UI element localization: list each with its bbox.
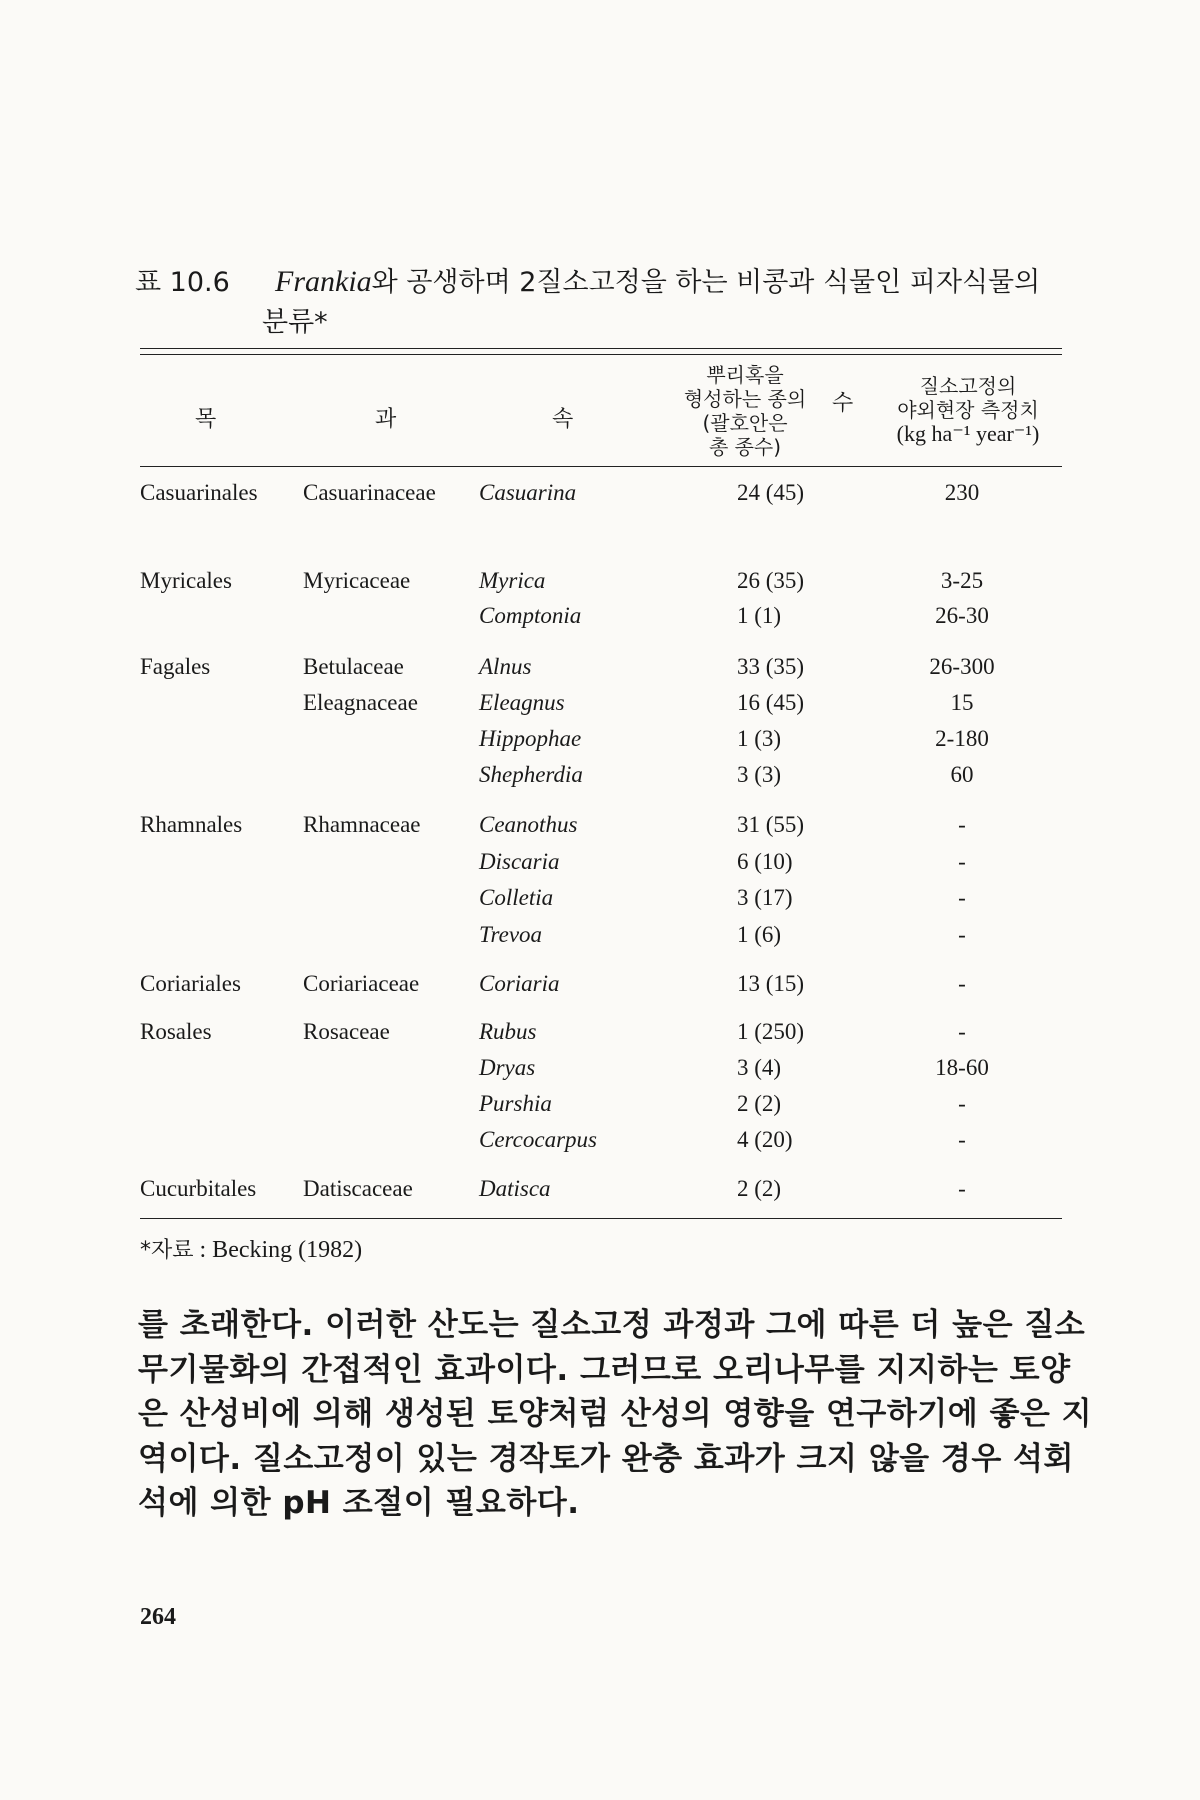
cell-species-count: 3 (4) bbox=[737, 1055, 782, 1080]
body-line: 를 초래한다. 이러한 산도는 질소고정 과정과 그에 따른 더 높은 질소 bbox=[138, 1307, 1086, 1343]
cell-genus: Alnus bbox=[479, 654, 532, 679]
table-label: 표 10.6 bbox=[135, 267, 230, 298]
cell-genus: Datisca bbox=[479, 1176, 551, 1201]
header-fixation-line2: 야외현장 측정치 bbox=[897, 398, 1039, 422]
cell-genus: Colletia bbox=[479, 885, 554, 910]
cell-species-count: 2 (2) bbox=[737, 1091, 782, 1116]
cell-genus: Myrica bbox=[479, 568, 546, 593]
body-line: 석에 의한 pH 조절이 필요하다. bbox=[138, 1485, 580, 1521]
header-species-su: 수 bbox=[832, 391, 854, 416]
cell-fixation: 3-25 bbox=[940, 568, 984, 593]
caption-text-line2: 분류* bbox=[262, 307, 328, 338]
cell-genus: Purshia bbox=[479, 1091, 552, 1116]
cell-fixation: 26-300 bbox=[929, 654, 995, 679]
cell-order: Rosales bbox=[140, 1019, 212, 1044]
cell-family: Coriariaceae bbox=[303, 971, 420, 996]
table-header-rule bbox=[140, 466, 1062, 467]
cell-species-count: 24 (45) bbox=[737, 480, 805, 505]
cell-fixation: 15 bbox=[950, 690, 974, 715]
body-line: 무기물화의 간접적인 효과이다. 그러므로 오리나무를 지지하는 토양 bbox=[138, 1351, 1071, 1388]
cell-fixation: 60 bbox=[950, 762, 974, 787]
cell-fixation: - bbox=[958, 1019, 966, 1044]
header-order: 목 bbox=[195, 407, 217, 432]
header-genus: 속 bbox=[552, 407, 574, 432]
cell-fixation: - bbox=[958, 812, 966, 837]
cell-fixation: - bbox=[958, 849, 966, 874]
caption-text: 와 공생하며 2질소고정을 하는 비콩과 식물인 피자식물의 bbox=[371, 267, 1041, 298]
body-paragraph bbox=[138, 1303, 1093, 1526]
table-caption bbox=[135, 262, 1075, 343]
cell-genus: Trevoa bbox=[479, 922, 543, 947]
cell-fixation: - bbox=[958, 922, 966, 947]
cell-species-count: 3 (17) bbox=[737, 885, 793, 910]
cell-genus: Hippophae bbox=[479, 726, 582, 751]
source-label: *자료 bbox=[140, 1238, 194, 1263]
cell-fixation: 2-180 bbox=[935, 726, 989, 751]
cell-genus: Comptonia bbox=[479, 603, 582, 628]
cell-fixation: - bbox=[958, 1176, 966, 1201]
cell-genus: Coriaria bbox=[479, 971, 560, 996]
cell-fixation: 18-60 bbox=[935, 1055, 989, 1080]
cell-family: Rosaceae bbox=[303, 1019, 390, 1044]
cell-genus: Ceanothus bbox=[479, 812, 578, 837]
cell-fixation: - bbox=[958, 885, 966, 910]
cell-species-count: 4 (20) bbox=[737, 1127, 793, 1152]
table-top-rule-2 bbox=[140, 354, 1062, 355]
table-source bbox=[140, 1233, 362, 1264]
cell-family: Rhamnaceae bbox=[303, 812, 421, 837]
table-top-rule bbox=[140, 348, 1062, 349]
cell-order: Rhamnales bbox=[140, 812, 243, 837]
header-fixation-unit: (kg ha⁻¹ year⁻¹) bbox=[896, 421, 1040, 446]
cell-species-count: 1 (1) bbox=[737, 603, 782, 628]
cell-species-count: 26 (35) bbox=[737, 568, 805, 593]
header-family: 과 bbox=[375, 407, 397, 432]
cell-genus: Shepherdia bbox=[479, 762, 583, 787]
cell-family: Eleagnaceae bbox=[303, 690, 418, 715]
cell-genus: Eleagnus bbox=[479, 690, 565, 715]
cell-species-count: 1 (250) bbox=[737, 1019, 805, 1044]
header-species-line1: 뿌리혹을 bbox=[706, 363, 784, 387]
cell-species-count: 2 (2) bbox=[737, 1176, 782, 1201]
table-bottom-rule bbox=[140, 1218, 1062, 1219]
source-text: : Becking (1982) bbox=[199, 1237, 363, 1263]
cell-order: Myricales bbox=[140, 568, 232, 593]
cell-family: Betulaceae bbox=[303, 654, 404, 679]
cell-species-count: 33 (35) bbox=[737, 654, 805, 679]
cell-species-count: 31 (55) bbox=[737, 812, 805, 837]
cell-fixation: - bbox=[958, 1091, 966, 1116]
cell-family: Myricaceae bbox=[303, 568, 411, 593]
cell-genus: Discaria bbox=[479, 849, 560, 874]
cell-order: Coriariales bbox=[140, 971, 241, 996]
header-species-count bbox=[670, 363, 820, 459]
cell-fixation: 230 bbox=[944, 480, 980, 505]
page-number: 264 bbox=[140, 1604, 176, 1630]
header-species-line4: 총 종수) bbox=[708, 435, 782, 459]
cell-fixation: - bbox=[958, 1127, 966, 1152]
cell-genus: Dryas bbox=[479, 1055, 536, 1080]
cell-species-count: 13 (15) bbox=[737, 971, 805, 996]
cell-order: Cucurbitales bbox=[140, 1176, 257, 1201]
caption-genus: Frankia bbox=[275, 265, 372, 298]
header-fixation bbox=[868, 374, 1068, 446]
cell-species-count: 16 (45) bbox=[737, 690, 805, 715]
header-fixation-line1: 질소고정의 bbox=[919, 374, 1017, 398]
cell-fixation: - bbox=[958, 971, 966, 996]
cell-genus: Cercocarpus bbox=[479, 1127, 597, 1152]
cell-fixation: 26-30 bbox=[935, 603, 989, 628]
cell-species-count: 1 (6) bbox=[737, 922, 782, 947]
cell-species-count: 1 (3) bbox=[737, 726, 782, 751]
cell-order: Casuarinales bbox=[140, 480, 258, 505]
cell-family: Datiscaceae bbox=[303, 1176, 413, 1201]
cell-genus: Casuarina bbox=[479, 480, 577, 505]
body-line: 역이다. 질소고정이 있는 경작토가 완충 효과가 크지 않을 경우 석회 bbox=[138, 1440, 1074, 1477]
cell-order: Fagales bbox=[140, 654, 211, 679]
body-line: 은 산성비에 의해 생성된 토양처럼 산성의 영향을 연구하기에 좋은 지 bbox=[138, 1396, 1093, 1432]
header-species-line3: (괄호안은 bbox=[702, 411, 788, 435]
header-species-line2: 형성하는 종의 bbox=[683, 387, 807, 411]
cell-species-count: 6 (10) bbox=[737, 849, 793, 874]
cell-species-count: 3 (3) bbox=[737, 762, 782, 787]
cell-family: Casuarinaceae bbox=[303, 480, 436, 505]
cell-genus: Rubus bbox=[479, 1019, 537, 1044]
